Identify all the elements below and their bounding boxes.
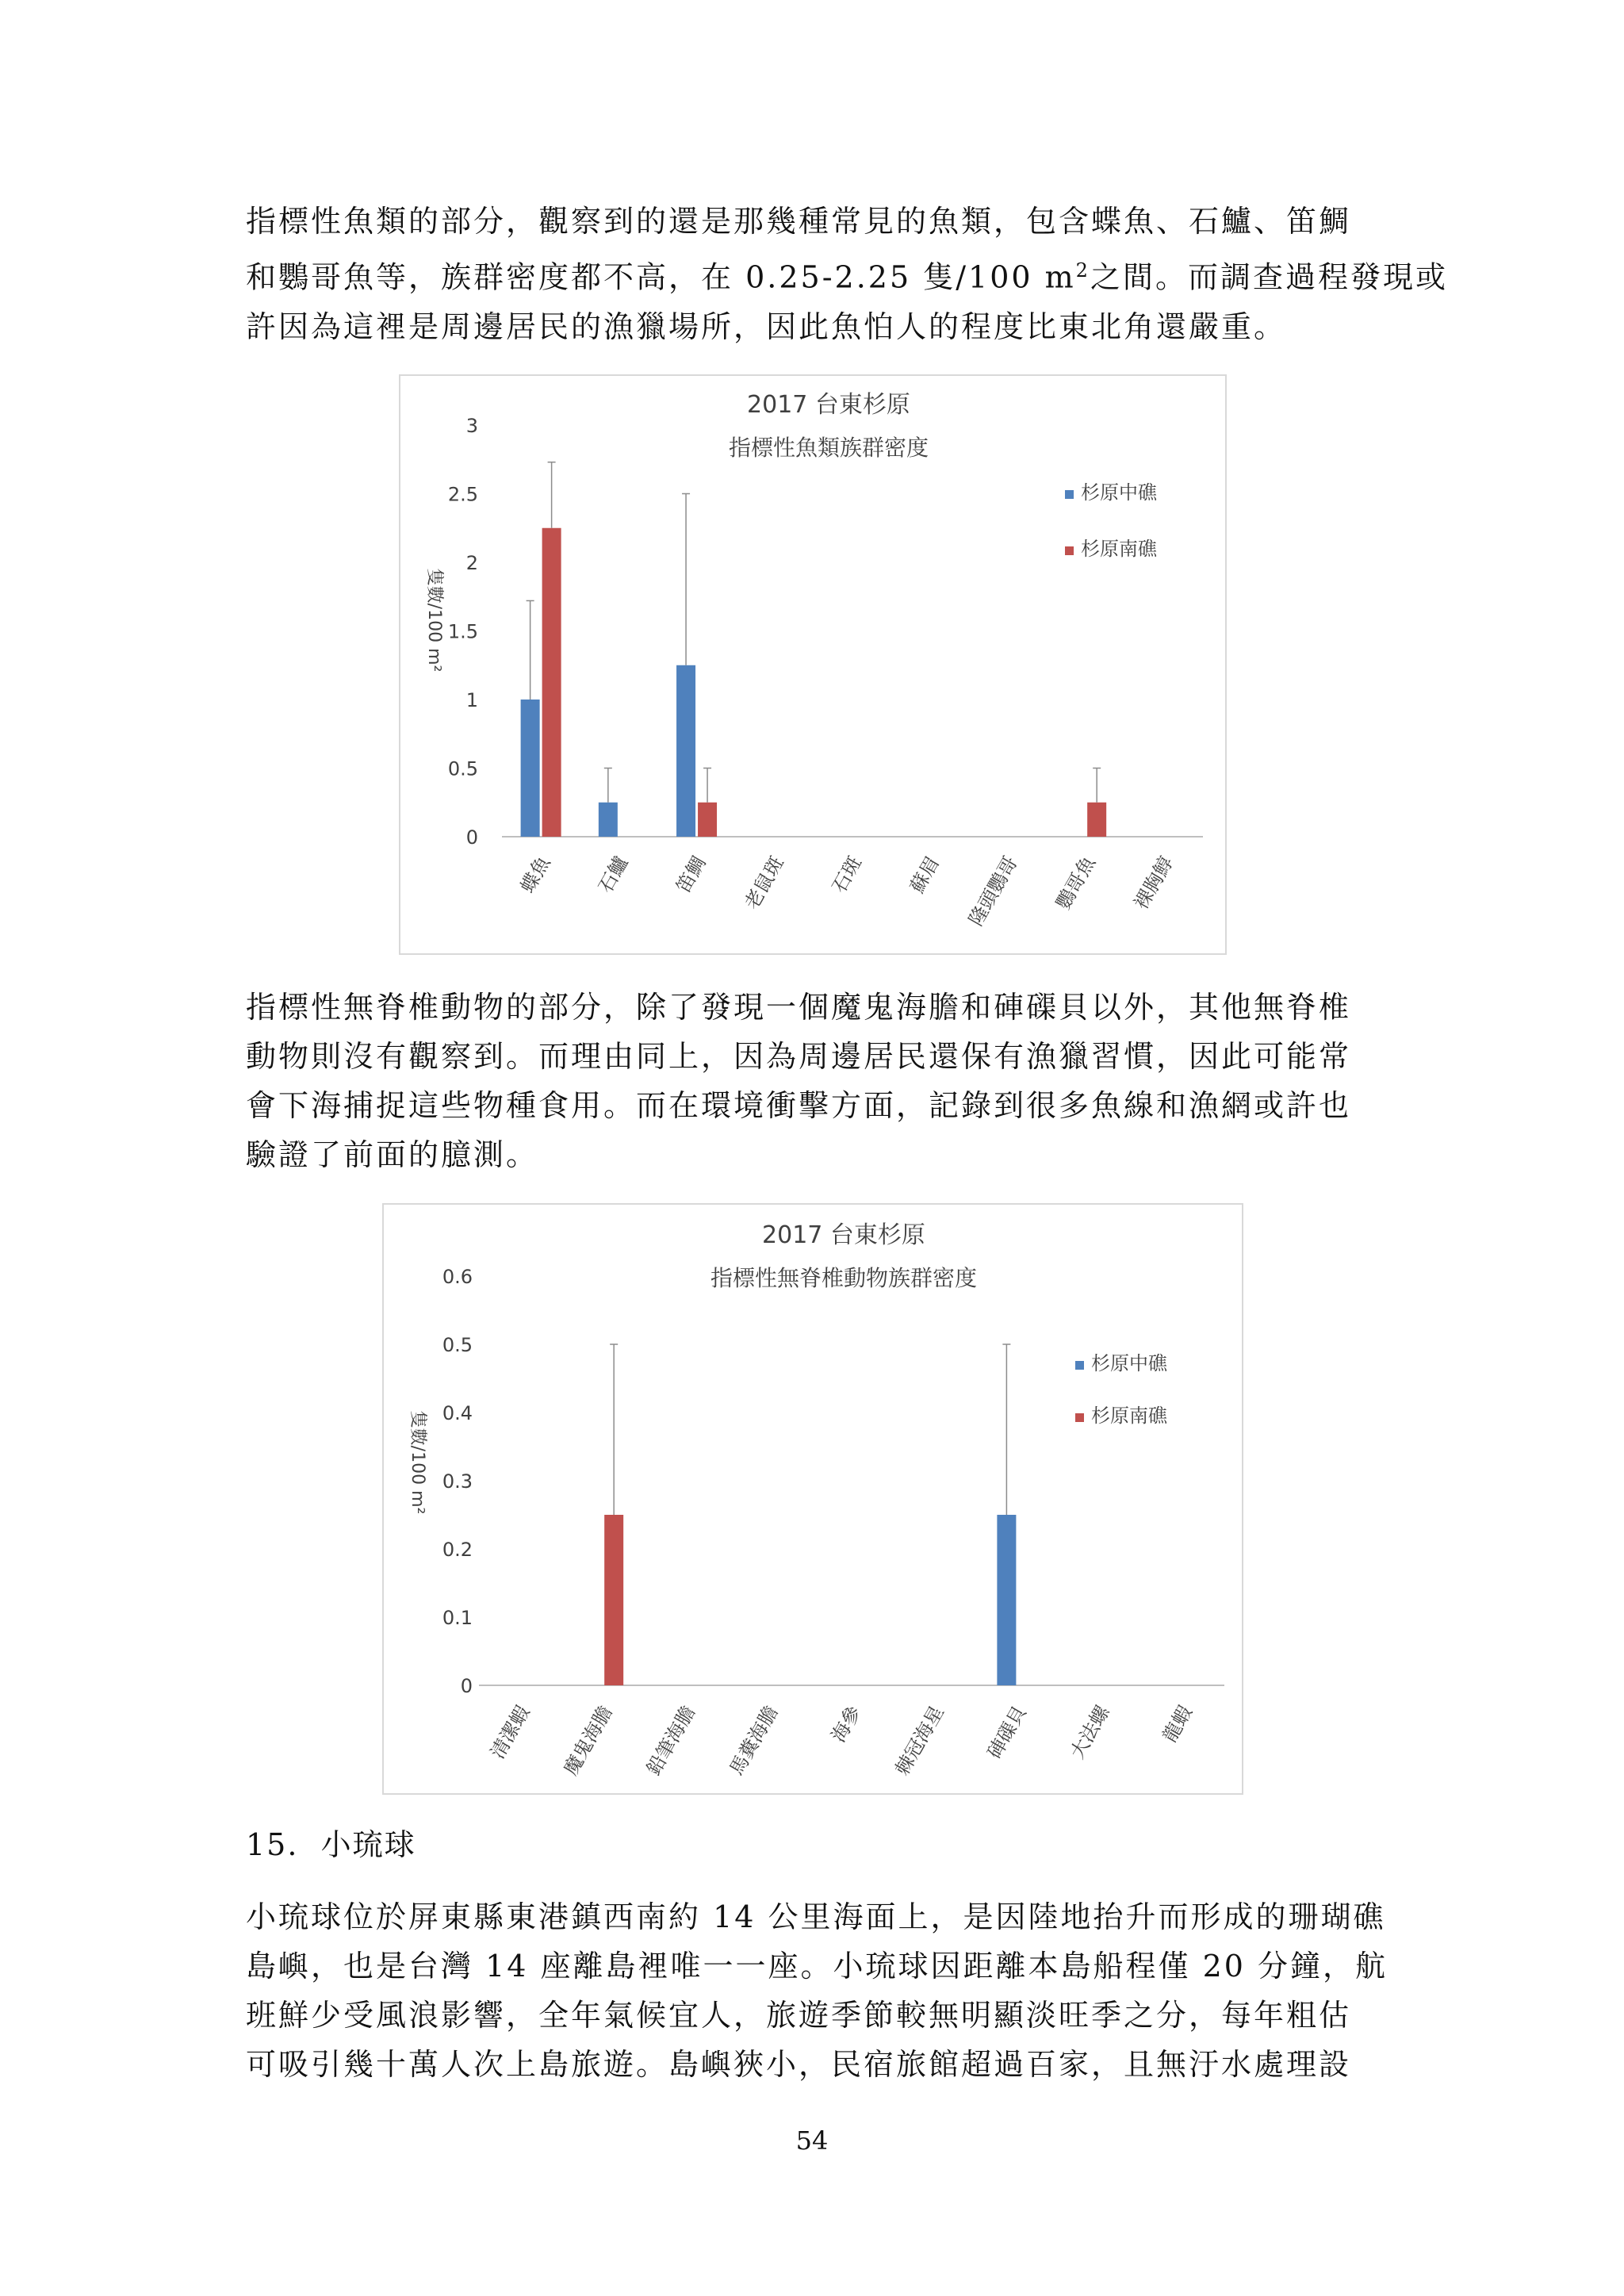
x-tick-label: 硨磲貝 [982,1702,1032,1763]
bar-series1 [599,803,618,837]
bar-series1 [521,700,540,837]
y-tick-label: 0.5 [447,757,478,780]
bar-series2 [542,528,561,837]
x-tick-label: 龍蝦 [1158,1702,1197,1746]
paragraph-fish-summary [246,197,1448,351]
legend-label: 杉原南礁 [1091,1405,1167,1427]
x-tick-label: 清潔蝦 [486,1702,534,1763]
bar-series2 [604,1515,623,1685]
x-tick-label: 馬糞海膽 [725,1702,783,1780]
x-tick-label: 蘇眉 [906,853,944,897]
y-tick-label: 2.5 [447,483,478,506]
legend-label: 杉原中礁 [1091,1352,1167,1374]
text-line [246,246,1448,302]
x-tick-label: 笛鯛 [672,853,710,897]
legend-label: 杉原中礁 [1081,481,1157,504]
fish-density-chart [399,374,1227,955]
text-line: 島嶼，也是台灣 14 座離島裡唯一一座。小琉球因距離本島船程僅 20 分鐘，航 [246,1949,1388,1984]
y-tick-label: 0.4 [442,1402,473,1424]
y-tick-label: 2 [465,552,478,574]
y-axis-label: 隻數/100 m² [424,568,444,673]
chart-subtitle: 指標性無脊椎動物族群密度 [710,1265,978,1291]
y-tick-label: 0 [465,826,478,849]
text-line: 可吸引幾十萬人次上島旅遊。島嶼狹小，民宿旅館超過百家，且無汙水處理設 [246,2047,1352,2082]
section-heading [246,1820,416,1864]
paragraph-invertebrate-summary [246,983,1388,1179]
y-tick-label: 3 [465,415,478,437]
y-tick-label: 0.5 [442,1334,473,1356]
bar-series1 [997,1515,1016,1685]
chart-title: 2017 台東杉原 [747,391,910,419]
text-line: 許因為這裡是周邊居民的漁獵場所，因此魚怕人的程度比東北角還嚴重。 [246,309,1287,344]
text-line: 班鮮少受風浪影響，全年氣候宜人，旅遊季節較無明顯淡旺季之分，每年粗估 [246,1998,1352,2033]
bar-series2 [1087,803,1106,837]
invertebrate-density-chart [382,1203,1243,1795]
y-tick-label: 0.6 [442,1266,473,1288]
text-segment: 之間。而調查過程發現或 [1090,259,1448,295]
y-tick-label: 1 [465,689,478,711]
section-number: 15. [246,1827,299,1862]
x-tick-label: 裸胸鯙 [1129,853,1178,914]
paragraph-xiaoliuqiu [246,1892,1388,2089]
bar-series2 [698,803,717,837]
y-tick-label: 0.1 [442,1607,473,1629]
text-line: 驗證了前面的臆測。 [246,1137,539,1172]
text-line: 會下海捕捉這些物種食用。而在環境衝擊方面，記錄到很多魚線和漁網或許也 [246,1088,1352,1123]
section-title: 小琉球 [320,1827,416,1862]
text-line: 指標性無脊椎動物的部分，除了發現一個魔鬼海膽和硨磲貝以外，其他無脊椎 [246,990,1352,1025]
superscript: 2 [1075,259,1090,282]
legend-swatch [1065,546,1074,555]
text-line: 動物則沒有觀察到。而理由同上，因為周邊居民還保有漁獵習慣，因此可能常 [246,1039,1352,1074]
x-tick-label: 大法螺 [1066,1702,1114,1763]
x-tick-label: 鉛筆海膽 [642,1702,700,1780]
y-tick-label: 0.3 [442,1470,473,1493]
chart-title: 2017 台東杉原 [762,1221,925,1249]
text-segment: 和鸚哥魚等，族群密度都不高，在 0.25-2.25 隻/100 m [246,259,1076,295]
y-tick-label: 0 [460,1675,473,1697]
x-tick-label: 海參 [826,1702,866,1746]
legend-swatch [1075,1361,1084,1370]
y-tick-label: 0.2 [442,1539,473,1561]
y-axis-label: 隻數/100 m² [408,1410,427,1515]
x-tick-label: 隆頭鸚哥 [964,853,1022,930]
page-number: 54 [795,2125,829,2156]
invertebrate-density-chart-svg [384,1205,1242,1793]
legend-swatch [1075,1413,1084,1422]
legend-label: 杉原南礁 [1081,538,1157,560]
x-tick-label: 鸚哥魚 [1051,853,1100,914]
x-tick-label: 石斑 [827,853,867,897]
x-tick-label: 石鱸 [594,853,633,897]
y-tick-label: 1.5 [447,620,478,643]
chart-subtitle: 指標性魚類族群密度 [728,435,929,461]
legend-swatch [1065,490,1074,499]
x-tick-label: 蝶魚 [516,853,555,897]
bar-series1 [676,665,695,837]
x-tick-label: 棘冠海星 [891,1702,948,1780]
fish-density-chart-svg [400,376,1225,953]
text-line: 指標性魚類的部分，觀察到的還是那幾種常見的魚類，包含蝶魚、石鱸、笛鯛 [246,204,1352,239]
x-tick-label: 老鼠斑 [740,853,788,914]
x-tick-label: 魔鬼海膽 [559,1702,617,1780]
text-line: 小琉球位於屏東縣東港鎮西南約 14 公里海面上，是因陸地抬升而形成的珊瑚礁 [246,1899,1386,1934]
